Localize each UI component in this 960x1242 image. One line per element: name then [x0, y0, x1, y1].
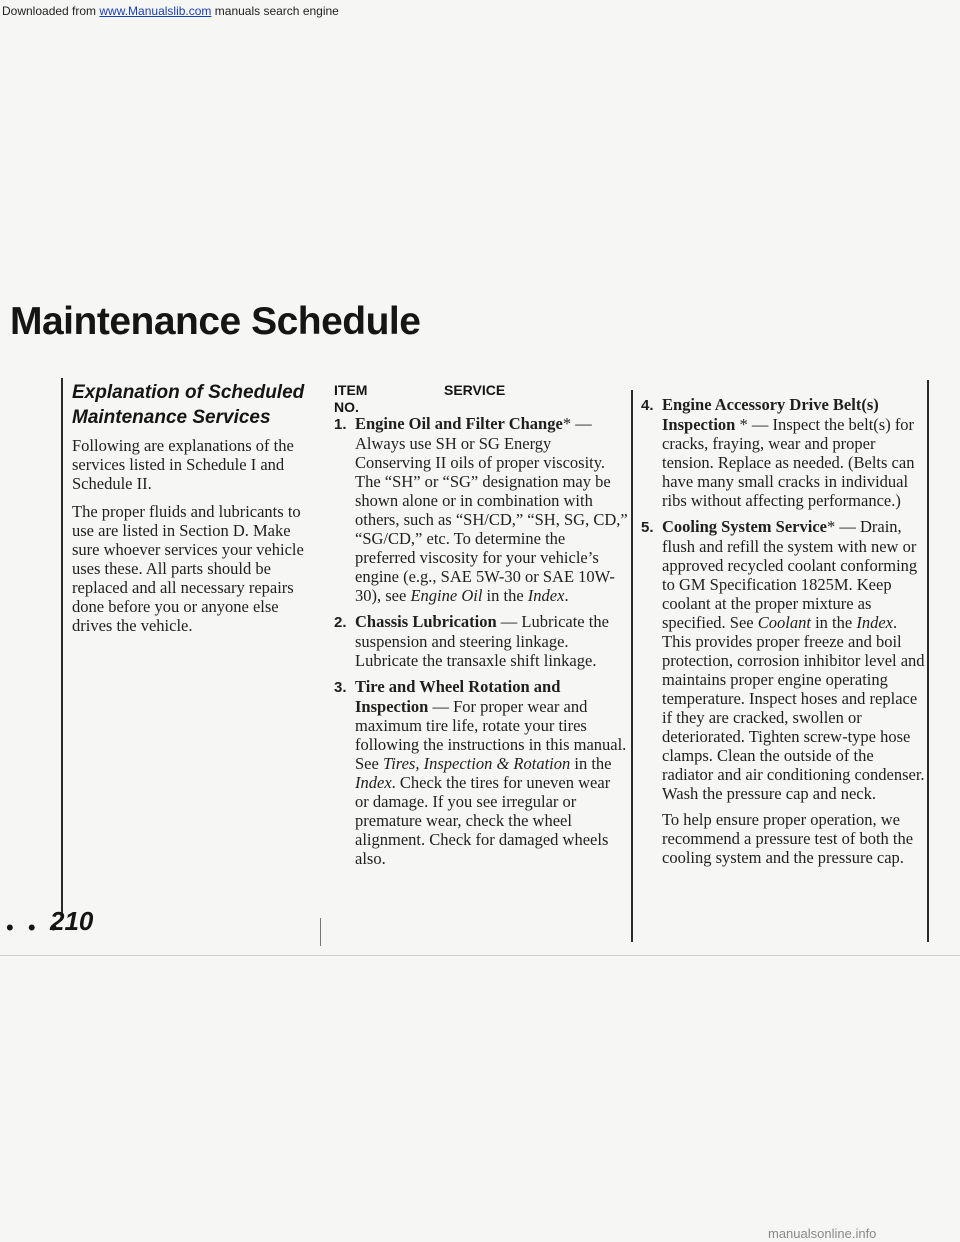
index-reference: Engine Oil — [410, 586, 483, 605]
intro-paragraph: The proper fluids and lubricants to use are listed in Section D. Make sure whoever services your vehicle uses these. All parts should be replaced and all necessary repairs done before you or anyone else drives the vehicle. — [72, 502, 304, 635]
page-number: 210 — [50, 906, 94, 936]
item-title: Engine Accessory Drive Belt(s) Inspection — [662, 395, 879, 434]
item-title: Engine Oil and Filter Change — [355, 414, 563, 433]
item-star: * — [735, 415, 748, 434]
column-header-item — [334, 382, 367, 416]
item-body: Lubricate the suspension and steering linkage. Lubricate the transaxle shift linkage. — [355, 612, 609, 670]
service-item — [641, 395, 925, 510]
item-body: in the — [482, 586, 528, 605]
followup-paragraph: To help ensure proper operation, we recommend a pressure test of both the cooling system and the pressure cap. — [662, 810, 914, 867]
item-number: 1. — [334, 416, 347, 433]
header-prefix: Downloaded from — [2, 4, 100, 18]
page-title: Maintenance Schedule — [10, 300, 421, 343]
item-body: For proper wear and maximum tire life, rotate your tires following the instructions in this manual. See — [355, 697, 627, 773]
item-title: Chassis Lubrication — [355, 612, 497, 631]
item-title: Tire and Wheel Rotation and Inspection — [355, 677, 561, 716]
item-dash: — — [428, 697, 454, 716]
service-item — [334, 677, 628, 868]
item-body: . Check the tires for uneven wear or damage. If you see irregular or premature wear, check the wheel alignment. Check for damaged wheels also. — [355, 773, 611, 868]
section-heading: Explanation of Scheduled Maintenance Services — [72, 382, 305, 428]
service-item — [641, 517, 925, 803]
item-title: Cooling System Service — [662, 517, 827, 536]
index-reference: Coolant — [757, 613, 811, 632]
download-header — [0, 0, 960, 20]
item-label: ITEM — [334, 382, 368, 398]
item-body: in the — [810, 613, 857, 632]
footer-watermark: manualsonline.info — [768, 1226, 877, 1241]
service-item — [334, 414, 628, 605]
index-reference: Index — [856, 613, 893, 632]
item-dash: — — [571, 414, 592, 433]
service-item — [334, 612, 628, 670]
item-body: . This provides proper freeze and boil protection, corrosion inhibitor level and maintains proper engine operating temperature. Inspect hoses and replace if they are cracked, swollen or deteriorated. Tighten screw-type hose clamps. Clean the outside of the radiator and air conditioning condenser. Wash the pressure cap and neck. — [662, 613, 925, 803]
page-divider — [0, 955, 960, 956]
item-star: * — [562, 414, 572, 433]
item-number: 4. — [641, 397, 654, 414]
item-body: Inspect the belt(s) for cracks, fraying, wear and proper tension. Replace as needed. (Belts can have many small cracks in individual ribs without affecting performance.) — [662, 415, 915, 510]
intro-paragraph: Following are explanations of the services listed in Schedule I and Schedule II. — [72, 436, 294, 493]
manualslib-link[interactable]: www.Manualslib.com — [99, 4, 212, 18]
page-dots: • • • — [6, 915, 62, 940]
item-body: Always use SH or SG Energy Conserving II oils of proper viscosity. The “SH” or “SG” designation may be shown alone or in combination with others, such as “SH/CD,” “SH, SG, CD,” “SG/CD,” etc. To determine the preferred viscosity for your vehicle’s engine (e.g., SAE 5W-30 or SAE 10W-30), see — [355, 434, 628, 605]
item-number: 5. — [641, 519, 654, 536]
item-number: 3. — [334, 679, 347, 696]
item-star: * — [826, 517, 836, 536]
item-dash: — — [835, 517, 860, 536]
column-header-service: SERVICE — [444, 382, 506, 398]
item-dash: — — [496, 612, 522, 631]
item-body: Drain, flush and refill the system with new or approved recycled coolant conforming to GM Specification 1825M. Keep coolant at the proper mixture as specified. See — [662, 517, 918, 632]
column-rule-center — [631, 390, 633, 942]
column-rule-right — [927, 380, 929, 942]
service-column-middle — [334, 414, 628, 875]
column-rule-left — [61, 378, 63, 918]
item-body: . — [564, 586, 569, 605]
header-suffix: manuals search engine — [211, 4, 339, 18]
index-reference: Index — [527, 586, 565, 605]
intro-column — [72, 436, 322, 644]
column-rule-mid — [320, 918, 321, 946]
service-column-right — [641, 395, 925, 876]
index-reference: Tires, Inspection & Rotation — [382, 754, 571, 773]
item-body: in the — [570, 754, 612, 773]
no-label: NO. — [334, 399, 359, 415]
item-dash: — — [747, 415, 773, 434]
index-reference: Index — [355, 773, 392, 792]
item-number: 2. — [334, 614, 347, 631]
